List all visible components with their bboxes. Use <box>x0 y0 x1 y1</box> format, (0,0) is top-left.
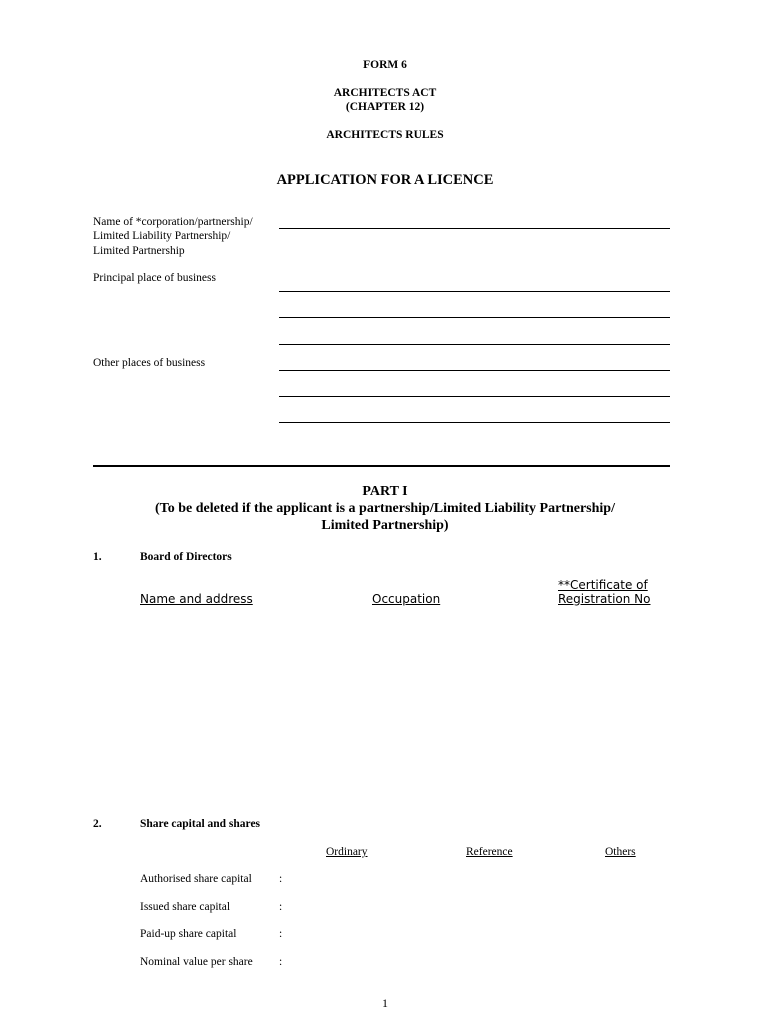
section-divider <box>93 465 670 467</box>
issued-capital-label: Issued share capital <box>140 901 231 913</box>
other-places-line-1[interactable] <box>279 370 670 371</box>
column-name-address: Name and address <box>140 592 253 606</box>
name-label-line3: Limited Partnership <box>93 245 185 257</box>
column-ordinary: Ordinary <box>326 846 368 858</box>
column-occupation: Occupation <box>372 592 441 606</box>
authorised-capital-colon: : <box>279 873 283 885</box>
section1-number: 1. <box>93 551 102 563</box>
part-note-line2: Limited Partnership) <box>321 518 449 533</box>
authorised-capital-label: Authorised share capital <box>140 873 252 885</box>
nominal-value-colon: : <box>279 956 283 968</box>
name-label-line2: Limited Liability Partnership/ <box>93 230 231 242</box>
column-reference: Reference <box>466 846 513 858</box>
act-name: ARCHITECTS ACT <box>333 87 437 99</box>
other-places-label: Other places of business <box>93 357 206 369</box>
principal-place-label: Principal place of business <box>93 272 216 284</box>
other-places-line-2[interactable] <box>279 396 670 397</box>
page-number: 1 <box>382 996 388 1010</box>
principal-place-line-2[interactable] <box>279 317 670 318</box>
issued-capital-colon: : <box>279 901 283 913</box>
principal-place-line-3[interactable] <box>279 344 670 345</box>
nominal-value-label: Nominal value per share <box>140 956 253 968</box>
form-number: FORM 6 <box>363 59 407 71</box>
part-note-line1: (To be deleted if the applicant is a partnership/Limited Liability Partnership/ <box>155 501 615 516</box>
column-certificate-line1: **Certificate of <box>558 578 648 592</box>
part-heading: PART I <box>362 484 408 499</box>
section2-number: 2. <box>93 818 102 830</box>
act-chapter: (CHAPTER 12) <box>345 101 425 113</box>
principal-place-line-1[interactable] <box>279 291 670 292</box>
column-certificate-line2: Registration No <box>558 592 651 606</box>
form-title: APPLICATION FOR A LICENCE <box>276 172 494 188</box>
other-places-line-3[interactable] <box>279 422 670 423</box>
column-others: Others <box>605 846 636 858</box>
paidup-capital-label: Paid-up share capital <box>140 928 237 940</box>
rules-name: ARCHITECTS RULES <box>326 129 444 141</box>
section1-title: Board of Directors <box>140 551 232 563</box>
paidup-capital-colon: : <box>279 928 283 940</box>
name-label-line1: Name of *corporation/partnership/ <box>93 216 253 228</box>
section2-title: Share capital and shares <box>140 818 261 830</box>
name-entry-line[interactable] <box>279 228 670 229</box>
